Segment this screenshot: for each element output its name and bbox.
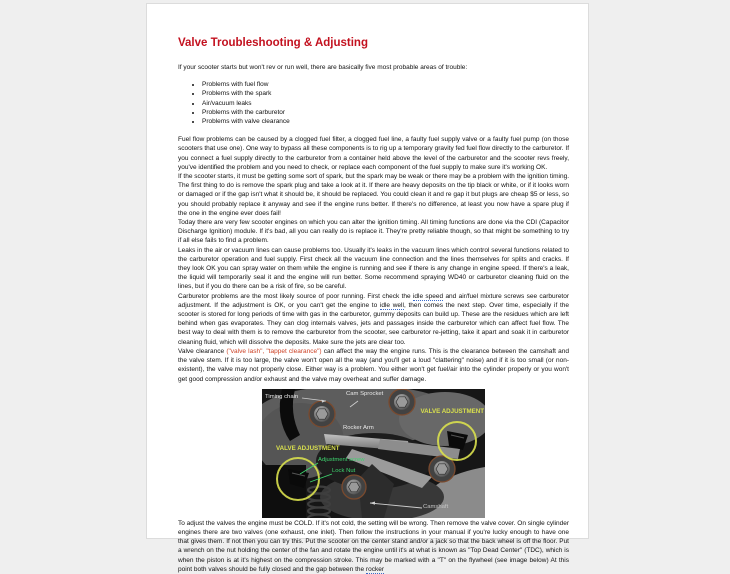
inline-text: and air/fuel mixture screws see carburetor adjustment. If the adjustment is OK, or you can't get the engine to <box>178 292 570 309</box>
trouble-areas-list <box>178 80 569 126</box>
figure-label-timing-chain: Timing chain <box>265 393 299 400</box>
figure-label-lock-nut: Lock Nut <box>332 467 356 474</box>
article-content <box>178 37 569 574</box>
page-title: Valve Troubleshooting & Adjusting <box>178 37 368 49</box>
figure-label-camshaft: Camshaft <box>423 503 449 510</box>
list-item-air-vacuum: • Air/vacuum leaks <box>202 99 569 108</box>
figure-label-valve-adjustment-left: VALVE ADJUSTMENT <box>276 444 340 452</box>
inline-text: Fuel flow problems can be caused by a clogged fuel filter, a clogged fuel line, a faulty fuel supply valve or a faulty fuel pump (on those scooters that use one). One way to bypass all these components is to rig up a temporary gravity fed fuel flow directly to the carburetor. If you connect a fuel supply directly to the carburetor from a container held above the level of the carburetor and the scooter revs freely, you've identified the problem and you need to check, or replace each component of the fuel supply to make sure it's working OK. If the scooter starts, it must be getting some sort of spark, but the spark may be weak or there may be a problem with the ignition timing. The first thing to do is remove the spark plug and take a look at it. If there are heavy deposits on the tip black or white, or if it looks worn or damaged or if the gap isn't what it should be, it should be replaced. You could clean it and re gap it but plugs are cheap $5 or less, so you should probably replace it anyway and see if the engine runs better. If there's no difference, at least you now have a spare plug if the one in the engine ever does fail! Today there are very few scooter engines on which you can alter the ignition timing. All timing functions are done via the CDI (Capacitor Discharge Ignition) module. If it's bad, all you can really do is replace it. They're pretty reliable though, so that might be something to try if all else fails to find a problem. Leaks in the air or vacuum lines can cause problems too. Usually it's leaks in the vacuum lines which control several functions related to the carburetor operation and fuel supply. First check all the vacuum line connection and the lines themselves for splits and cracks. If they look OK you can spray water on them while the engine is running and see if there is any change in engine speed. If there's a leak, the liquid will temporarily seal it and the engine will run better. Some recommend spraying WD40 or carburetor cleaning fluid on the lines, but if you do there can be a risk of fire, so be careful. Carburetor problems are the most likely source of poor running. First check the <box>178 136 569 300</box>
figure-label-adjustment-screw: Adjustment screw <box>318 456 365 463</box>
list-item-valve-clearance: • Problems with valve clearance <box>202 117 569 126</box>
inline-link[interactable]: rocker <box>365 565 384 573</box>
figure-label-rocker-arm: Rocker Arm <box>343 424 374 431</box>
intro-text: If your scooter starts but won't rev or run well, there are basically five most probable areas of trouble: <box>178 64 468 71</box>
list-item-carburetor: • Problems with the carburetor <box>202 108 569 117</box>
inline-link[interactable]: idle speed <box>412 292 444 300</box>
inline-text: , then comes the next step. Over time, especially if the scooter is stored for long periods of time with gas in the carburetor, gummy deposits can build up. These are the residues which are left behind when gas evaporates. They can clog internals valves, jets and passages inside the carburetor which can affect fuel flow. The best way to deal with them is to remove the carburetor from the scooter, see carburetor re-jetting, take it apart and soak it in carburetor cleaning fluid, which will dissolve the deposits. Make sure the jets are clear too. Valve clearance <box>178 301 570 355</box>
figure-label-valve-adjustment-right: VALVE ADJUSTMENT <box>420 407 484 415</box>
after-figure-text <box>178 519 569 574</box>
inline-link[interactable]: idle well <box>379 301 404 309</box>
engine-valvetrain-photo <box>262 389 485 518</box>
document-page <box>146 3 589 573</box>
inline-red-text: ("valve lash", "tappet clearance") <box>226 347 322 355</box>
body-text <box>178 135 569 383</box>
inline-text: can affect the way the engine runs. This is the clearance between the camshaft and the valve stem. If it is too large, the valve won't open all the way (and you'll get a loud "clattering" noise) and if it is too small (or non-existent), the valve may not properly close. Either way is a problem. You either won't get fuel/air into the cylinder properly or you won't get good compression and/or exhaust and the valve may overheat and suffer damage. <box>178 347 569 383</box>
figure-label-cam-sprocket: Cam Sprocket <box>346 390 384 397</box>
inline-text: To adjust the valves the engine must be COLD. If it's not cold, the setting will be wrong. Then remove the valve cover. On single cylinder engines there are two valves (one exhaust, one inlet). Then follow the instructions in your manual if you're lucky enough to have one that gives them. If not then you can try this. Put the scooter on the center stand and/or a jack so that the back wheel is off the floor. Put a wrench on the nut holding the center of the fan and rotate the engine until it's at what is known as "Top Dead Center" (TDC), which is when the piston is at it's highest on the compression stroke. This may be marked with a "T" on the flywheel (see image below) At this point both valves should be fully closed and the gap between the <box>178 519 569 573</box>
list-item-fuel-flow: • Problems with fuel flow <box>202 80 569 89</box>
list-item-spark: • Problems with the spark <box>202 89 569 98</box>
